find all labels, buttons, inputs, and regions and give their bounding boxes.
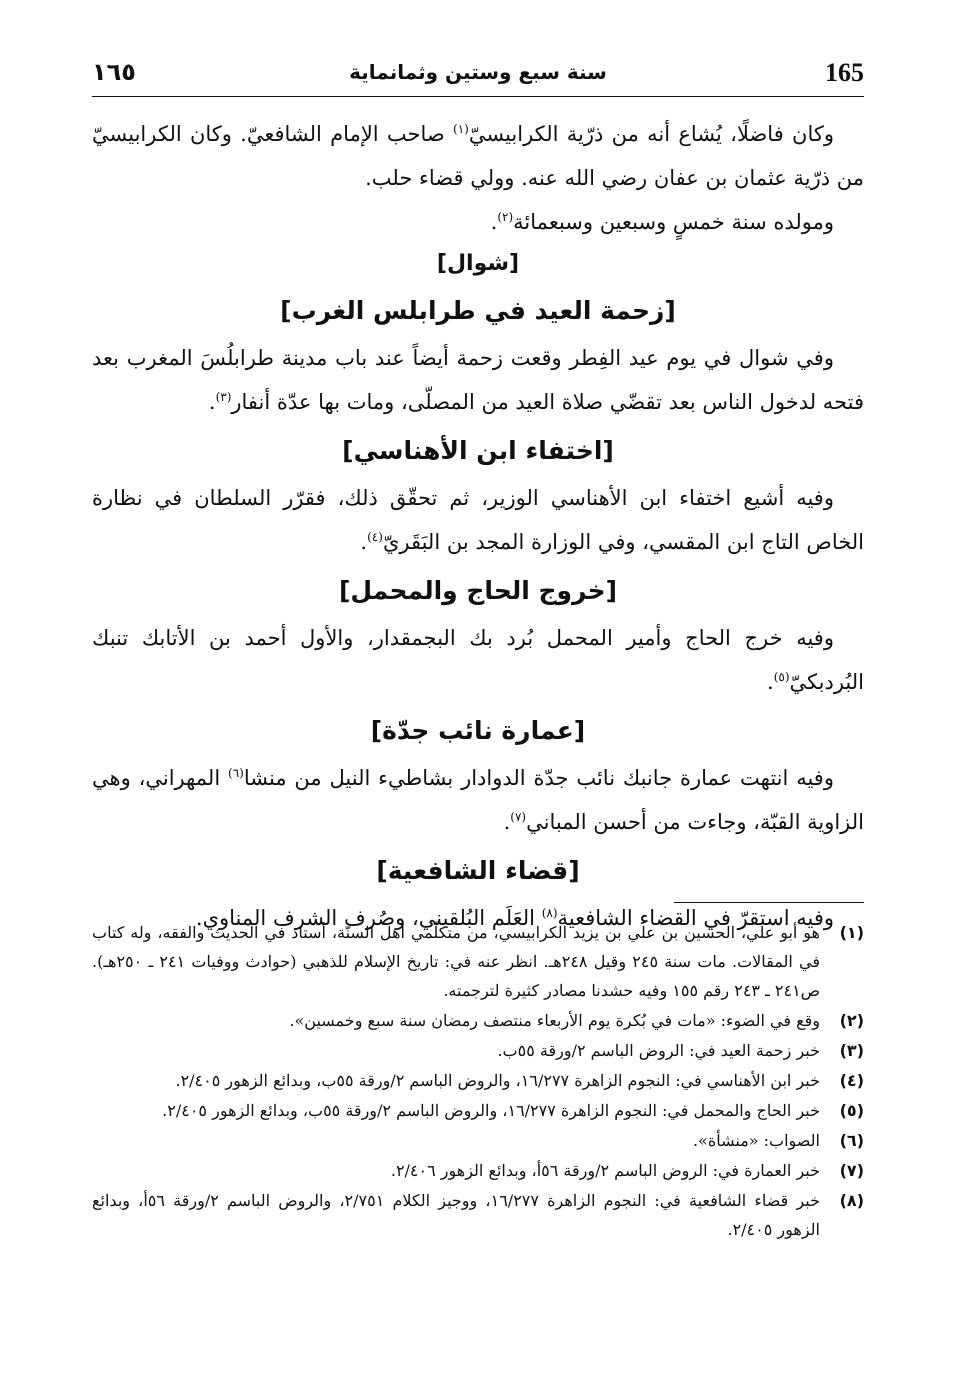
footnote-ref[interactable]: (٦) [228,766,244,780]
footnote [92,1126,864,1155]
paragraph: وفي شوال في يوم عيد الفِطر وقعت زحمة أيضاً عند باب مدينة طرابلُسَ المغرب بعد فتحه لدخول الناس بعد تقضّي صلاة العيد من المصلّى، ومات بها عدّة أنفار$^{(٣)}$. [92,346,864,414]
footnote-ref[interactable]: (٧) [510,810,527,824]
footnote-text: الصواب: «منشأة». [692,1131,820,1150]
section-heading: [خروج الحاج والمحمل] [338,576,618,605]
footnote [92,1036,864,1065]
main-text [92,112,864,940]
footnote-number: (٥) [839,1101,864,1120]
month-heading: [شوال] [436,251,520,276]
footnote-ref[interactable]: (١) [453,122,469,136]
footnote-text: خبر ابن الأهناسي في: النجوم الزاهرة ١٦/٢٧٧، والروض الباسم ٢/ورقة ٥٥ب، وبدائع الزهور ٢/٤٠٥. [175,1071,820,1090]
section-heading: [قضاء الشافعية] [376,856,580,885]
footnote-ref[interactable]: (٨) [541,906,558,920]
paragraph: وفيه خرج الحاج وأمير المحمل بُرد بك البجمقدار، والأول أحمد بن الأتابك تنبك البُردبكيّ$^{(٥)}$. [92,626,864,694]
paragraph: وفيه استقرّ في القضاء الشافعية$^{(٨)}$ العَلَم البُلقيني، وصُرف الشرف المناوي. [195,906,834,930]
footnote-number: (٤) [839,1071,864,1090]
footnote-ref[interactable]: (٣) [215,390,232,404]
footnote-number: (٢) [839,1011,864,1030]
footnote [92,1066,864,1095]
footnote-text: خبر قضاء الشافعية في: النجوم الزاهرة ١٦/٢٧٧، ووجيز الكلام ٢/٧٥١، والروض الباسم ٢/ورقة ٥٦أ، وبدائع الزهور ٢/٤٠٥. [92,1191,821,1239]
page-number-arabic: ١٦٥ [92,58,136,86]
paragraph: ومولده سنة خمسٍ وسبعين وسبعمائة$^{(٢)}$. [490,210,834,234]
footnote-number: (١) [839,923,864,942]
footnote-text: خبر العمارة في: الروض الباسم ٢/ورقة ٥٦أ، وبدائع الزهور ٢/٤٠٦. [390,1161,820,1180]
paragraph: وكان فاضلًا، يُشاع أنه من ذرّية الكرابيسيّ$^{(١)}$ صاحب الإمام الشافعيّ. وكان الكرابيسيّ من ذرّية عثمان بن عفان رضي الله عنه. وولي قضاء حلب. [92,122,864,190]
running-title: سنة سبع وستين وثمانماية [349,60,607,84]
section-heading: [اختفاء ابن الأهناسي] [342,436,614,465]
footnote-divider [674,902,864,903]
section-heading: [زحمة العيد في طرابلس الغرب] [280,296,676,325]
footnote-text: خبر زحمة العيد في: الروض الباسم ٢/ورقة ٥٥ب. [497,1041,820,1060]
footnotes [92,918,864,1245]
footnote-number: (٣) [839,1041,864,1060]
footnote-number: (٧) [839,1161,864,1180]
footnote-ref[interactable]: (٢) [497,210,514,224]
footnote-ref[interactable]: (٤) [367,530,383,544]
footnote-number: (٦) [839,1131,864,1150]
footnote-text: هو أبو علي، الحسين بن علي بن يزيد الكرابيسي، من متكلّمي أهل السنّة، أستاذ في الحديث والفقه، وله كتاب في المقالات. مات سنة ٢٤٥ وقيل ٢٤٨هـ. انظر عنه في: تاريخ الإسلام للذهبي (حوادث ووفيات ٢٤١ ـ ٢٥٠هـ). ص٢٤١ ـ ٢٤٣ رقم ١٥٥ وفيه حشدنا مصادر كثيرة لترجمته. [92,923,821,1000]
footnote-text: وقع في الضوء: «مات في بُكرة يوم الأربعاء منتصف رمضان سنة سبع وخمسين». [289,1011,820,1030]
page-header [92,56,864,97]
footnote [92,1096,864,1125]
footnote [92,1006,864,1035]
footnote [92,1156,864,1185]
footnote-number: (٨) [839,1191,864,1210]
footnote-text: خبر الحاج والمحمل في: النجوم الزاهرة ١٦/٢٧٧، والروض الباسم ٢/ورقة ٥٥ب، وبدائع الزهور ٢/٤٠٥. [162,1101,820,1120]
footnote [92,918,864,1005]
section-heading: [عمارة نائب جدّة] [370,716,586,745]
footnote [92,1186,864,1244]
page-number-latin: 165 [825,58,864,87]
footnote-ref[interactable]: (٥) [773,670,790,684]
paragraph: وفيه أشيع اختفاء ابن الأهناسي الوزير، ثم تحقّق ذلك، فقرّر السلطان في نظارة الخاص التاج ابن المقسي، وفي الوزارة المجد بن البَقَريّ$^{(٤)}$. [92,486,864,554]
paragraph: وفيه انتهت عمارة جانبك نائب جدّة الدوادار بشاطيء النيل من منشا$^{(٦)}$ المهراني، وهي الزاوية القبّة، وجاءت من أحسن المباني$^{(٧)}$. [92,766,864,834]
